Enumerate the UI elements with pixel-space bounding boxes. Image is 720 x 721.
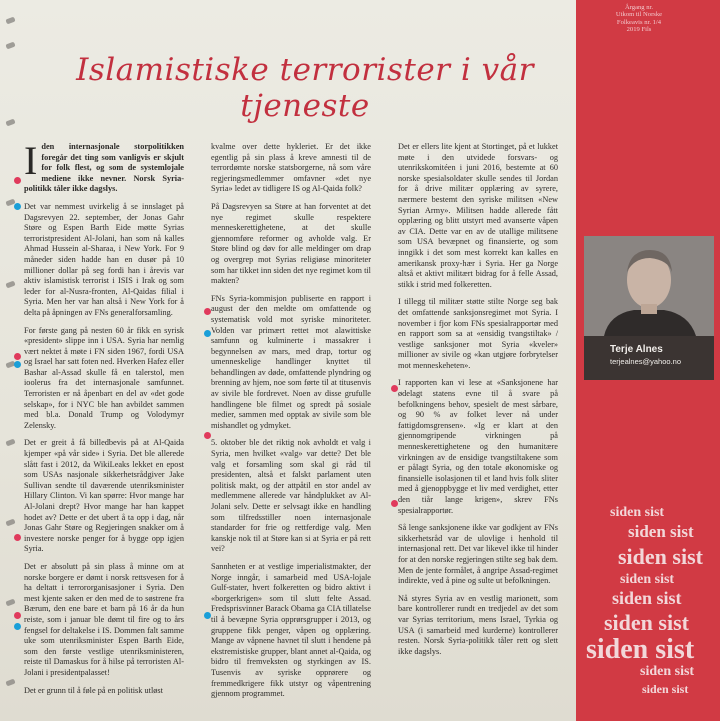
body-paragraph: Det var nemmest uvirkelig å se innslaget på Dagsrevyen 22. september, der Jonas Gahr Støre og Espen Barth Eide møtte Syrias terroristpresident Al-Jolani, han som nå kalles Ahmad Hussein al-Sharaa, i New York. For 9 måneder siden hadde han en dusør på 10 millioner dollar på seg fordi han i årevis var aktiv islamistisk terrorist i ISIS i Irak og som leder for al-Nusra-fronten, Al-Qaidas filial i Syria. Men her var han altså i New York for å delta på åpningen av FNs generalforsamling. bbox=[24, 201, 184, 317]
body-paragraph: Sannheten er at vestlige imperialistmakter, der Norge inngår, i samarbeid med USA-lojale Gulf-stater, hvert folkeretten og bidro aktivt i «borgerkrigen» som til slutt felte Assad. Fredsprisvinner Barack Obama ga CIA tillatelse til å bevæpne Syria opprørsgrupper i 2013, og gruppene fikk penger, våpen og opplæring. Mange av våpnene havnet til slutt i hendene på ekstremistiske grupper, blant annet al-Qaida, og bidro til fremveksten og styrkingen av IS. Tusenvis av syriske opprørere og fremmedkrigere fikk utstyr og våpentrening gjennom programmet. bbox=[211, 561, 371, 699]
lede-paragraph bbox=[24, 138, 184, 195]
advert-text: siden sist bbox=[618, 544, 703, 569]
binder-hole bbox=[5, 679, 15, 687]
drop-cap: I bbox=[24, 138, 38, 183]
publication-info-line: Årgang nr. bbox=[624, 4, 654, 11]
binder-hole bbox=[5, 599, 15, 607]
blue-bullet bbox=[204, 330, 211, 337]
publication-info-line: Utkom til Norske bbox=[615, 11, 663, 19]
binder-hole bbox=[5, 281, 15, 289]
article-column-2 bbox=[211, 142, 371, 707]
binder-hole bbox=[5, 439, 15, 447]
body-paragraph: Så lenge sanksjonene ikke var godkjent av FNs sikkerhetsråd var de ulovlige i henhold til internasjonal rett. Det var likevel ikke til hinder for at den norske regjeringen stilte seg bak dem. Men de jente formålet, å angripe Assad-regimet indirekte, ved å pine og sulte ut befolkningen. bbox=[398, 523, 558, 586]
pink-bullet bbox=[204, 308, 211, 315]
blue-bullet bbox=[14, 361, 21, 368]
advert-text: siden sist bbox=[586, 634, 695, 665]
body-paragraph: 5. oktober ble det riktig nok avholdt et valg i Syria, men hvilket «valg» var dette? Det ble valg et forsamling som skal gi råd til presidenten, altså et falskt parlament uten politisk makt, og der attpåtil en stor andel av medlemmene allerede var håndplukket av Al-Jolani selv. Dette er selvsagt ikke en handling som tilfredsstiller noen internasjonale standarder for frie og rettferdige valg. Men kanskje nok til at Støre kan si at Syria er på rett vei? bbox=[211, 438, 371, 554]
author-photo bbox=[584, 236, 714, 336]
author-email: terjealnes@yahoo.no bbox=[610, 357, 681, 366]
article-headline: Islamistiske terrorister i vår tjeneste bbox=[76, 52, 534, 124]
blue-bullet bbox=[14, 623, 21, 630]
pink-bullet bbox=[391, 500, 398, 507]
body-paragraph: Det er grunn til å føle på en politisk utløst bbox=[24, 685, 163, 695]
advert-text: siden sist bbox=[610, 505, 665, 520]
pink-bullet bbox=[14, 612, 21, 619]
advert-text: siden sist bbox=[604, 610, 689, 635]
article-column-3 bbox=[398, 142, 558, 664]
body-paragraph: FNs Syria-kommisjon publiserte en rapport i august der den meldte om omfattende og systematisk vold mot syriske minoriteter. Volden var primært rettet mot alawittiske samfunn og kulminerte i massakrer i begynnelsen av mars, med drap, tortur og umenneskelige handlinger knyttet til behandlingen av døde, omfattende plyndring og brenning av hjem, noe som førte til at titusenvis av sivile ble fordrevet. Noen av disse grufulle handlingene ble filmet og spredt på sosiale medier, sammen med opptak av sivile som ble mishandlet og ydmyket. bbox=[211, 293, 371, 430]
pink-bullet bbox=[391, 385, 398, 392]
advert-text: siden sist bbox=[620, 572, 675, 587]
advert-text: siden sist bbox=[642, 682, 689, 696]
pink-bullet bbox=[14, 534, 21, 541]
body-paragraph: Det er absolutt på sin plass å minne om at norske borgere er dømt i norsk rettsvesen for å ha deltatt i terrororganisasjoner i Syria. Den mest kjente saken er den med de to søstrene fra Bærum, den ene bare et barn på 16 år da hun reiste, som i januar ble dømt til fire og to års fengsel for deltakelse i IS. Dommen falt samme uke som utenriksminister Espen Barth Eide, som den første vestlige utenriksministeren, reiste til Damaskus for å hilse på terroristen Al-Jolani i presidentpalasset! bbox=[24, 561, 184, 677]
article-column-1 bbox=[24, 138, 184, 703]
advert-text: siden sist bbox=[612, 588, 682, 608]
author-name: Terje Alnes bbox=[610, 344, 663, 355]
author-portrait-icon bbox=[584, 236, 714, 336]
lede-text: den internasjonale storpolitikken foregår det ting som vanligvis er skjult for folk flest, og som de systemlojale mediene ikke nevner. Norsk Syria-politikk tåler ikke dagslys. bbox=[24, 142, 184, 194]
body-paragraph: I tillegg til militær støtte stilte Norge seg bak det omfattende sanksjonsregimet mot Syria. I november i fjor kom FNs spesialrapportør med en rapport som sa at «ensidig tvangstiltak» / vestlige sanksjoner mot Syria «kveler» millioner av sivile og «kan utgjøre forbrytelser mot menneskeheten». bbox=[398, 297, 558, 370]
pink-bullet bbox=[14, 177, 21, 184]
body-paragraph: Nå styres Syria av en vestlig marionett, som bare kontrollerer rundt en tredjedel av det som var Syrias territorium, mens Israel, Tyrkia og USA (i samarbeid med kurderne) kontrollerer resten. Norsk Syria-politikk tåler rett og slett ikke dagslys. bbox=[398, 593, 558, 656]
blue-bullet bbox=[14, 203, 21, 210]
publication-info bbox=[578, 4, 700, 34]
advert-text: siden sist bbox=[640, 664, 695, 679]
binder-hole bbox=[5, 519, 15, 527]
blue-bullet bbox=[204, 612, 211, 619]
body-paragraph: I rapporten kan vi lese at «Sanksjonene har ødelagt statens evne til å svare på befolkningens behov, spesielt de mest sårbare, og 90 % av folket lever nå under fattigdomsgrensen». «Ig er klart at den gjennomgripende virkningen på menneskerettighetene og den humanitære virkningen av de ensidige tvangstiltakene som er pålagt Syria, og den totale økonomiske og finansielle isolasjonen til et land hvis folk sliter med å gjenoppbygge et liv med verdighet, etter den tiår lange krigen», skrev FNs spesialrapportør. bbox=[398, 378, 558, 515]
body-paragraph: For første gang på nesten 60 år fikk en syrisk «president» slippe inn i USA. Syria har nemlig vært nektet å møte i FN siden 1967, fordi USA og Israel har satt foten ned. Hverken Hafez eller Bashar al-Assad skulle få en talerstol, men ioolerus fra det internasjonale samfunnet. Terroristen er nå åpenbart en del av «det gode selskap», for i NYC ble han avbildet sammen med bl.a. Donald Trump og Volodymyr Zelensky. bbox=[24, 325, 184, 430]
publication-info-line: Folkeavis nr. 1/4 bbox=[616, 18, 662, 26]
pink-bullet bbox=[14, 353, 21, 360]
body-paragraph: Det er greit å få billedbevis på at Al-Qaida kjemper «på vår side» i Syria. Det ble allerede slått fast i 2012, da WikiLeaks lekket en epost som USAs nasjonale sikkerhetsrådgiver Jake Sullivan sendte til daværende utenriksminister Hillary Clinton. Vi kan spørre: Hvor mange har Al-Jolani drept? Hvor mange har han kappet hodet av? Dette er det ubert å ta opp i dag, når Jonas Gahr Støre og Regjeringen snakker om å investere norske penger for å bygge opp igjen Syria. bbox=[24, 438, 184, 554]
binder-hole bbox=[5, 42, 15, 50]
body-paragraph: På Dagsrevyen sa Støre at han forventet at det nye regimet skulle respektere menneskerettighetene, at det skulle gjennomføre reformer og avholde valg. Er Støre blind og døv for alle meldinger om drap og overgrep mot Syrias religiøse minoriteter som har tikket inn siden det nye regimet kom til makten? bbox=[211, 201, 371, 286]
body-paragraph: kvalme over dette hykleriet. Er det ikke egentlig på sin plass å kreve amnesti til de terrordømte norske statsborgerne, nå som våre regjeringsmedlemmer omfavner «det nye Syria» ledet av tidligere IS og Al-Qaida folk? bbox=[211, 142, 371, 194]
binder-hole bbox=[5, 17, 15, 25]
binder-hole bbox=[5, 119, 15, 127]
pink-bullet bbox=[204, 432, 211, 439]
body-paragraph: Det er ellers lite kjent at Stortinget, på et lukket møte i den utvidede forsvars- og utenrikskomitéen i juni 2016, bestemte at 60 norske spesialsoldater skulle sendes til Jordan for å drive militær opplæring av syrere, nærmere bestemt den syriske militsen «New Syrian Army». Militsen hadde allerede fått opplæring og blitt utstyrt med avanserte våpen av CIA. Dette var en av de utallige militsene som USA bevæpnet og finansierte, og som inngikk i det som mest korrekt kan kalles en amerikansk proxy-hær i Syria. Her ga Norge altså et aktivt militært bidrag for å felle Assad, stikk i strid med folkeretten. bbox=[398, 142, 558, 289]
publication-info-line: 2019 Fils bbox=[626, 26, 652, 34]
advert-text: siden sist bbox=[628, 522, 694, 541]
author-byline bbox=[584, 336, 714, 380]
